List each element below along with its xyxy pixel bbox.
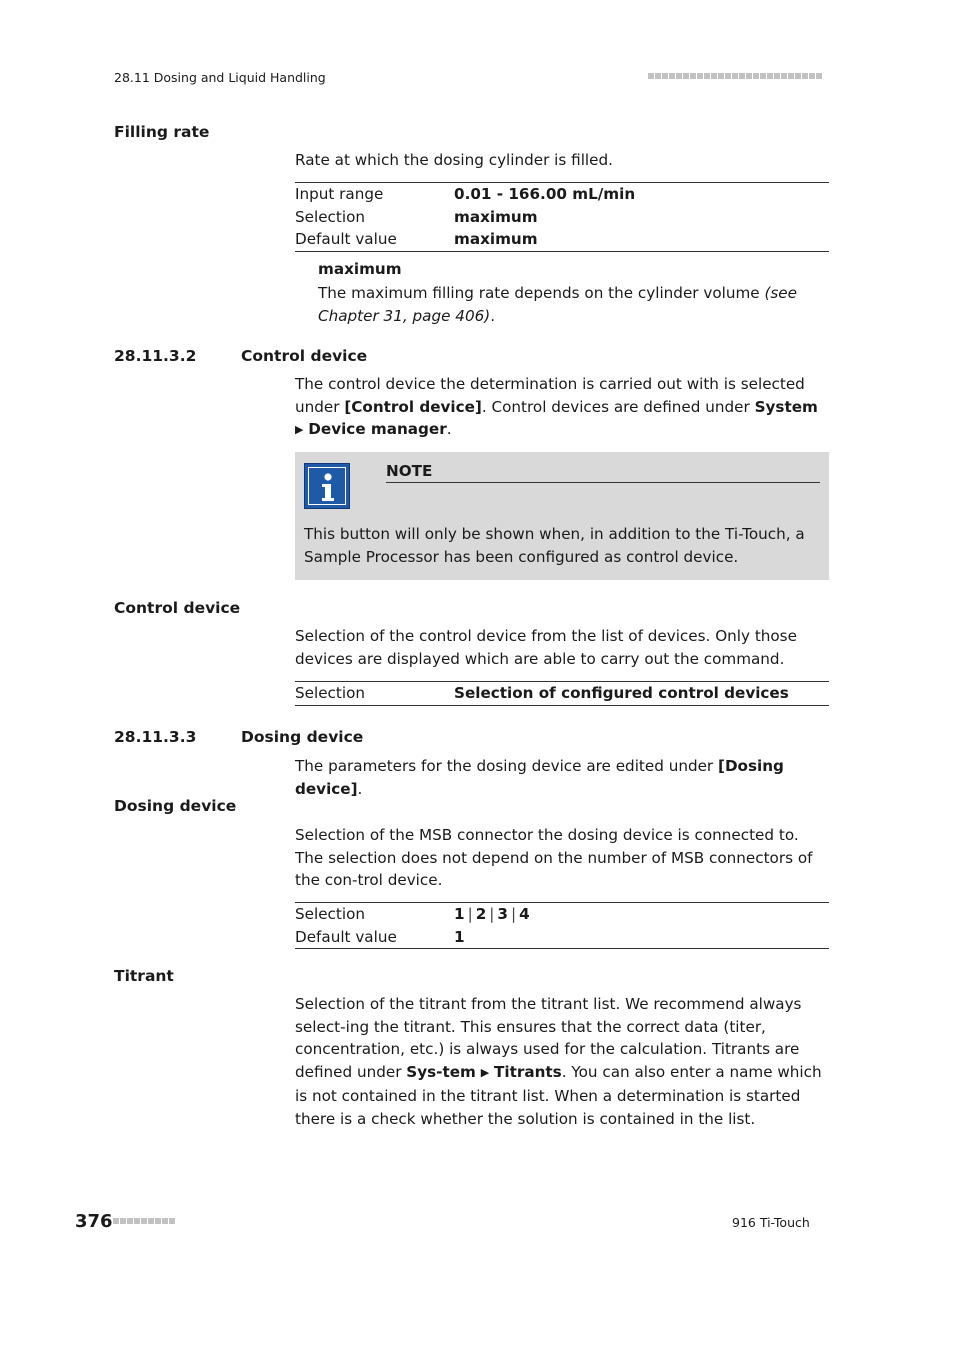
ui-reference: [Dosing device]	[295, 757, 784, 798]
text: . You can also enter a name which is not contained in the titrant list. When a determination is started there is a check whether the solution is contained in the list.	[295, 1062, 822, 1128]
menu-path-system: Sys-tem	[406, 1062, 476, 1081]
text: .	[357, 779, 363, 798]
option-name: maximum	[318, 260, 402, 278]
menu-arrow-icon: ▶	[295, 423, 304, 436]
filling-rate-heading: Filling rate	[114, 123, 210, 141]
table-row	[295, 183, 829, 206]
page-number: 376	[75, 1211, 113, 1232]
menu-path-device-manager: Device manager	[308, 420, 447, 438]
table-value: 0.01 - 166.00 mL/min	[454, 185, 636, 203]
dosing-device-description: Selection of the MSB connector the dosing device is connected to. The selection does not depend on the number of MSB connectors of the con-trol device.	[295, 826, 813, 889]
table-row	[295, 903, 829, 926]
table-value: Selection of configured control devices	[454, 684, 789, 702]
note-title: NOTE	[386, 461, 820, 483]
option-4: 4	[519, 905, 530, 923]
footer-decoration	[113, 1218, 175, 1224]
separator: |	[510, 905, 517, 923]
menu-path-system: System	[754, 397, 818, 416]
table-key: Selection	[295, 905, 365, 923]
dosing-device-heading: Dosing device	[114, 797, 237, 815]
dosing-device-table	[295, 902, 829, 949]
product-name: 916 Ti-Touch	[732, 1215, 810, 1230]
option-text: The maximum filling rate depends on the cylinder volume	[318, 284, 765, 302]
table-key: Default value	[295, 927, 397, 946]
menu-path-titrants: Titrants	[494, 1062, 562, 1081]
chapter-reference[interactable]: (see Chapter 31, page 406)	[318, 284, 797, 325]
text: Selection of the titrant from the titrant list. We recommend always select-ing the titrant. This ensures that the correct data (titer, concentration, etc.) is always used for the calculation. Titrants are defined under	[295, 995, 802, 1081]
option-3: 3	[497, 905, 508, 923]
section-heading-control-device	[114, 347, 367, 365]
option-2: 2	[475, 905, 487, 923]
section-number: 28.11.3.2	[114, 347, 197, 365]
menu-arrow-icon: ▶	[480, 1065, 490, 1079]
table-key: Input range	[295, 185, 384, 203]
ui-reference: [Control device]	[344, 397, 482, 416]
table-value: maximum	[454, 207, 538, 226]
text: The control device the determination is carried out with is selected under	[295, 375, 805, 416]
text: The parameters for the dosing device are edited under	[295, 757, 718, 775]
option-description	[318, 282, 829, 327]
dosing-device-paragraph	[295, 755, 829, 800]
text: . Control devices are defined under	[481, 397, 755, 416]
control-device-paragraph	[295, 373, 829, 443]
filling-rate-description: Rate at which the dosing cylinder is filled.	[295, 151, 613, 169]
table-row	[295, 228, 829, 251]
section-title: Control device	[241, 347, 368, 365]
header-decoration	[648, 73, 822, 79]
table-value: maximum	[454, 230, 538, 248]
table-value: 1	[454, 927, 465, 946]
table-row	[295, 926, 829, 949]
control-device-table	[295, 681, 829, 706]
table-row	[295, 206, 829, 229]
option-end: .	[490, 306, 496, 325]
titrant-paragraph	[295, 993, 829, 1130]
note-text: This button will only be shown when, in addition to the Ti-Touch, a Sample Processor has been configured as control device.	[304, 525, 805, 566]
separator: |	[467, 905, 473, 923]
section-title: Dosing device	[241, 728, 364, 746]
control-device-heading: Control device	[114, 599, 241, 617]
table-key: Selection	[295, 207, 365, 226]
section-number: 28.11.3.3	[114, 728, 197, 746]
text: .	[446, 420, 452, 438]
titrant-heading: Titrant	[114, 967, 174, 985]
table-key: Selection	[295, 684, 365, 702]
running-header: 28.11 Dosing and Liquid Handling	[114, 70, 326, 85]
separator: |	[489, 905, 495, 923]
table-key: Default value	[295, 230, 397, 248]
control-device-description: Selection of the control device from the list of devices. Only those devices are displayed which are able to carry out the command.	[295, 627, 797, 668]
option-1: 1	[454, 905, 465, 923]
info-icon	[304, 463, 350, 509]
filling-rate-table	[295, 182, 829, 252]
table-value	[454, 903, 530, 926]
section-heading-dosing-device	[114, 728, 363, 746]
table-row	[295, 682, 829, 705]
